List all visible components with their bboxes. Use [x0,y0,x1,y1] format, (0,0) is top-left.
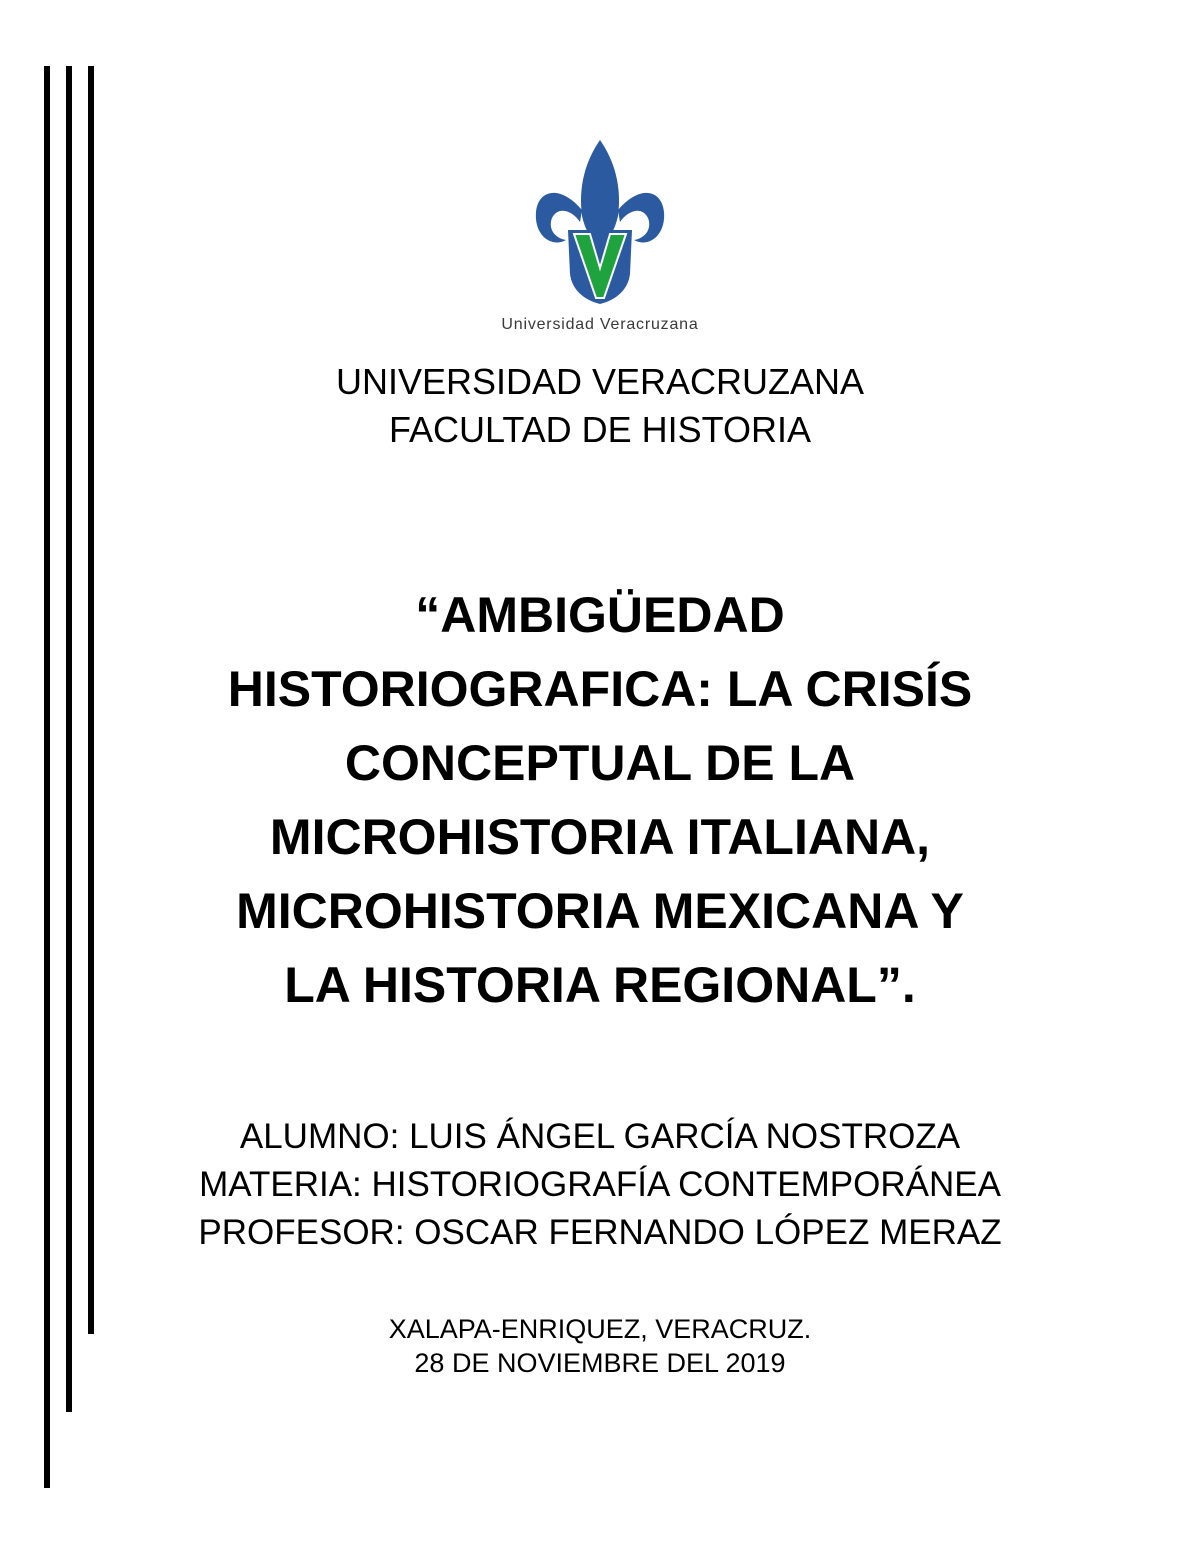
faculty-name: FACULTAD DE HISTORIA [388,409,812,450]
title-line: HISTORIOGRAFICA: LA CRISÍS [227,661,973,717]
flor-de-lis-with-v-logo-icon [490,138,710,338]
document-title [130,578,1070,1022]
student-name: ALUMNO: LUIS ÁNGEL GARCÍA NOSTROZA [239,1117,961,1156]
title-line: MICROHISTORIA ITALIANA, [269,809,931,865]
title-line: CONCEPTUAL DE LA [344,735,856,791]
subject-name: MATERIA: HISTORIOGRAFÍA CONTEMPORÁNEA [199,1165,1001,1204]
university-name: UNIVERSIDAD VERACRUZANA [335,361,865,402]
professor-name: PROFESOR: OSCAR FERNANDO LÓPEZ MERAZ [198,1213,1002,1252]
decorative-line-right [88,66,94,1334]
decorative-line-middle [66,66,72,1412]
date: 28 DE NOVIEMBRE DEL 2019 [414,1348,786,1378]
logo-caption: Universidad Veracruzana [501,316,699,333]
university-logo [490,138,710,338]
place: XALAPA-ENRIQUEZ, VERACRUZ. [388,1314,812,1344]
title-line: LA HISTORIA REGIONAL”. [284,957,916,1013]
decorative-line-left [44,66,50,1488]
title-line: MICROHISTORIA MEXICANA Y [236,883,964,939]
title-line: “AMBIGÜEDAD [415,587,785,643]
